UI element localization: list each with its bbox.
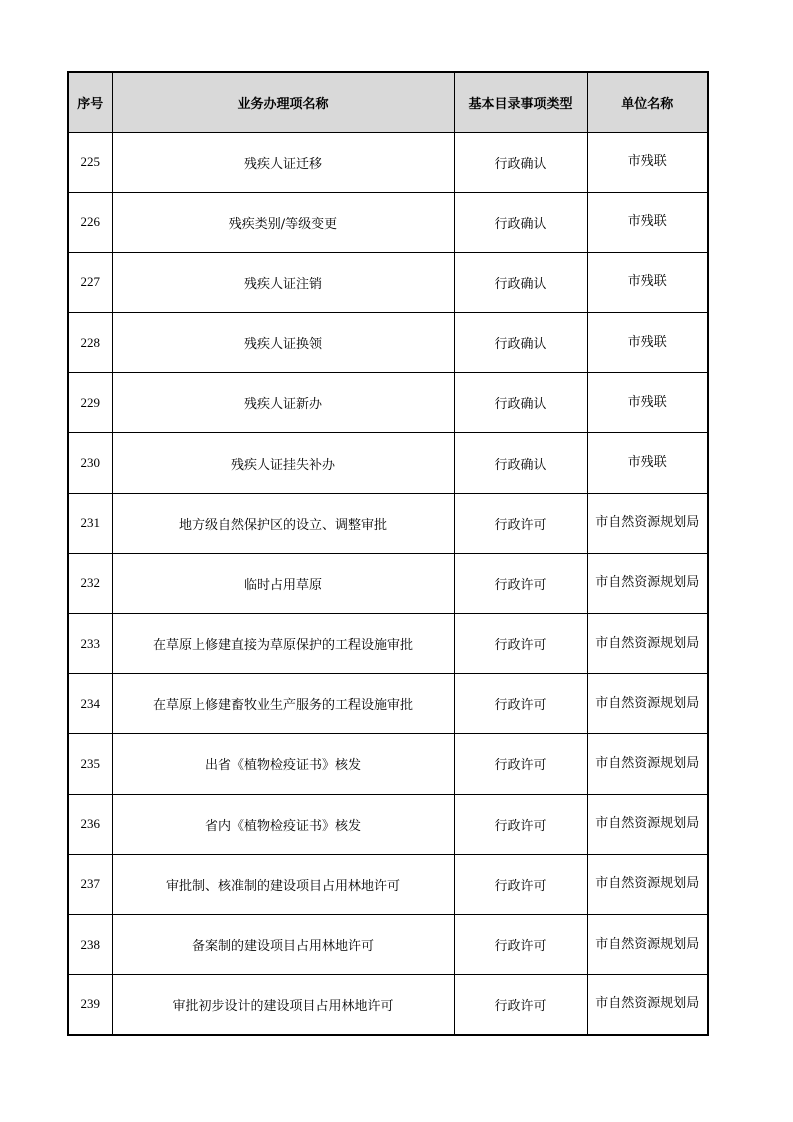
cell-unit-name: 市自然资源规划局: [587, 493, 708, 553]
table-row: [68, 794, 708, 854]
cell-serial-number: 238: [68, 914, 112, 974]
cell-item-type: 行政确认: [454, 252, 587, 312]
cell-item-type: 行政确认: [454, 373, 587, 433]
table-row: [68, 614, 708, 674]
header-item-type: 基本目录事项类型: [454, 72, 587, 132]
cell-item-type: 行政许可: [454, 674, 587, 734]
cell-unit-name: 市自然资源规划局: [587, 975, 708, 1035]
cell-item-name: 临时占用草原: [112, 553, 454, 613]
table-body: [68, 132, 708, 1035]
header-row: [68, 72, 708, 132]
cell-item-type: 行政许可: [454, 794, 587, 854]
cell-unit-name: 市自然资源规划局: [587, 734, 708, 794]
cell-unit-name: 市残联: [587, 132, 708, 192]
cell-item-name: 出省《植物检疫证书》核发: [112, 734, 454, 794]
service-items-table: [67, 71, 709, 1036]
cell-serial-number: 235: [68, 734, 112, 794]
cell-unit-name: 市残联: [587, 373, 708, 433]
cell-serial-number: 229: [68, 373, 112, 433]
cell-item-name: 省内《植物检疫证书》核发: [112, 794, 454, 854]
table-row: [68, 252, 708, 312]
table-row: [68, 553, 708, 613]
cell-item-type: 行政许可: [454, 975, 587, 1035]
cell-item-name: 在草原上修建直接为草原保护的工程设施审批: [112, 614, 454, 674]
table-row: [68, 975, 708, 1035]
cell-item-name: 残疾人证换领: [112, 313, 454, 373]
cell-item-name: 残疾人证注销: [112, 252, 454, 312]
cell-serial-number: 230: [68, 433, 112, 493]
cell-serial-number: 232: [68, 553, 112, 613]
cell-serial-number: 236: [68, 794, 112, 854]
cell-item-type: 行政许可: [454, 854, 587, 914]
cell-item-name: 残疾类别/等级变更: [112, 192, 454, 252]
cell-item-type: 行政确认: [454, 132, 587, 192]
cell-serial-number: 228: [68, 313, 112, 373]
cell-item-name: 残疾人证迁移: [112, 132, 454, 192]
cell-serial-number: 237: [68, 854, 112, 914]
cell-unit-name: 市残联: [587, 192, 708, 252]
header-item-name: 业务办理项名称: [112, 72, 454, 132]
cell-unit-name: 市自然资源规划局: [587, 794, 708, 854]
table-row: [68, 313, 708, 373]
cell-serial-number: 226: [68, 192, 112, 252]
cell-item-name: 审批初步设计的建设项目占用林地许可: [112, 975, 454, 1035]
table-row: [68, 493, 708, 553]
cell-item-name: 残疾人证新办: [112, 373, 454, 433]
cell-serial-number: 239: [68, 975, 112, 1035]
table-row: [68, 674, 708, 734]
cell-serial-number: 233: [68, 614, 112, 674]
table-row: [68, 132, 708, 192]
cell-item-type: 行政确认: [454, 313, 587, 373]
cell-serial-number: 227: [68, 252, 112, 312]
table-row: [68, 734, 708, 794]
cell-serial-number: 225: [68, 132, 112, 192]
cell-item-type: 行政确认: [454, 192, 587, 252]
cell-item-name: 在草原上修建畜牧业生产服务的工程设施审批: [112, 674, 454, 734]
cell-item-name: 残疾人证挂失补办: [112, 433, 454, 493]
cell-serial-number: 234: [68, 674, 112, 734]
cell-unit-name: 市自然资源规划局: [587, 674, 708, 734]
table-row: [68, 192, 708, 252]
cell-item-type: 行政确认: [454, 433, 587, 493]
cell-item-type: 行政许可: [454, 614, 587, 674]
table-row: [68, 373, 708, 433]
cell-item-type: 行政许可: [454, 914, 587, 974]
cell-serial-number: 231: [68, 493, 112, 553]
table-header: [68, 72, 708, 132]
cell-unit-name: 市残联: [587, 252, 708, 312]
cell-unit-name: 市自然资源规划局: [587, 614, 708, 674]
header-unit-name: 单位名称: [587, 72, 708, 132]
cell-item-name: 备案制的建设项目占用林地许可: [112, 914, 454, 974]
cell-unit-name: 市自然资源规划局: [587, 553, 708, 613]
cell-item-type: 行政许可: [454, 734, 587, 794]
cell-unit-name: 市自然资源规划局: [587, 854, 708, 914]
cell-unit-name: 市残联: [587, 313, 708, 373]
cell-item-name: 审批制、核准制的建设项目占用林地许可: [112, 854, 454, 914]
table-row: [68, 914, 708, 974]
header-serial-number: 序号: [68, 72, 112, 132]
cell-unit-name: 市自然资源规划局: [587, 914, 708, 974]
cell-unit-name: 市残联: [587, 433, 708, 493]
cell-item-type: 行政许可: [454, 553, 587, 613]
table-row: [68, 433, 708, 493]
cell-item-name: 地方级自然保护区的设立、调整审批: [112, 493, 454, 553]
table-row: [68, 854, 708, 914]
cell-item-type: 行政许可: [454, 493, 587, 553]
